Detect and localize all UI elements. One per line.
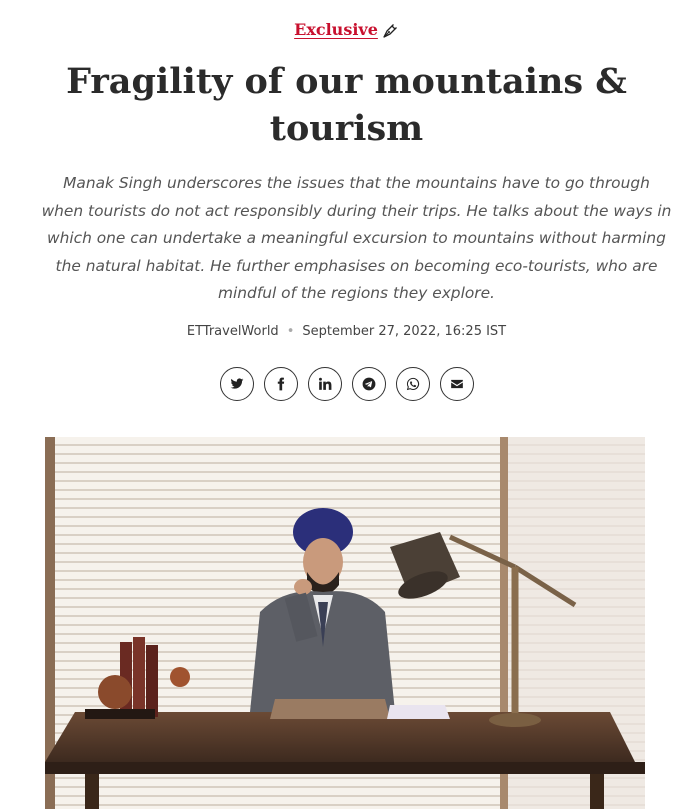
share-bar [0,367,693,401]
pen-nib-icon [381,22,399,40]
article-title: Fragility of our mountains & tourism [66,61,627,149]
twitter-icon [230,377,244,391]
share-telegram-button[interactable] [352,367,386,401]
share-facebook-button[interactable] [264,367,298,401]
exclusive-tag[interactable] [0,18,693,40]
publish-date: September 27, 2022, 16:25 IST [302,324,507,339]
share-whatsapp-button[interactable] [396,367,430,401]
separator-dot: • [286,324,295,339]
hero-image [45,437,645,809]
share-linkedin-button[interactable] [308,367,342,401]
share-email-button[interactable] [440,367,474,401]
author-name[interactable]: ETTravelWorld [186,324,279,339]
share-twitter-button[interactable] [220,367,254,401]
telegram-icon [362,377,376,391]
exclusive-label[interactable]: Exclusive [294,19,378,39]
byline [0,324,693,339]
article-summary: Manak Singh underscores the issues that the mountains have to go through when tourists do not act responsibly during their trips. He talks about the ways in which one can undertake a meaningful excursion to mountains without harming the natural habitat. He further emphasises on becoming eco-tourists, who are mindful of the regions they explore. [41,174,672,302]
email-icon [450,377,464,391]
linkedin-icon [318,377,332,391]
facebook-icon [274,377,288,391]
whatsapp-icon [406,377,420,391]
